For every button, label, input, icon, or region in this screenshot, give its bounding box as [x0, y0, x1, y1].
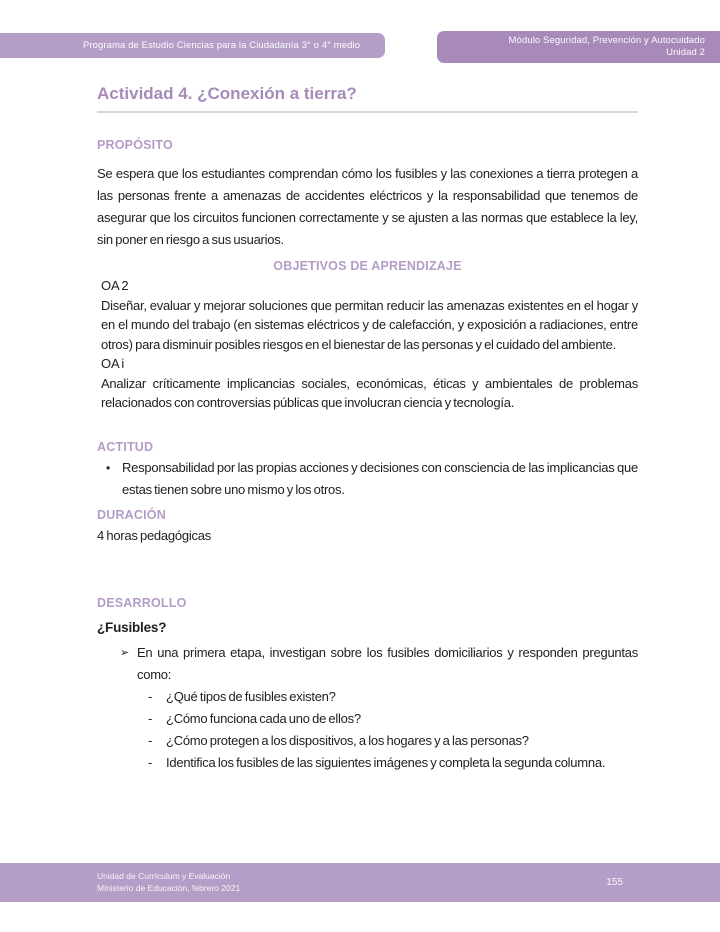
actitud-bullet-text: Responsabilidad por las propias acciones y decisiones con consciencia de las implicancias que estas tienen sobre uno mismo y los otros. — [122, 459, 638, 497]
section-heading-objetivos: OBJETIVOS DE APRENDIZAJE — [273, 259, 462, 273]
header-program-label: Programa de Estudio Ciencias para la Ciudadanía 3° o 4° medio — [82, 40, 361, 51]
objetivos-block — [97, 276, 638, 413]
list-item-text: ¿Cómo funciona cada uno de ellos? — [166, 710, 361, 726]
page-title: Actividad 4. ¿Conexión a tierra? — [97, 84, 638, 113]
list-item — [97, 708, 638, 730]
list-item-text: Identifica los fusibles de las siguientes imágenes y completa la segunda columna. — [166, 754, 606, 770]
footer-bar — [0, 863, 720, 902]
oa-text-2: Analizar críticamente implicancias sociales, económicas, éticas y ambientales de problemas relacionados con controversias públicas que involucran ciencia y tecnología. — [101, 375, 638, 410]
section-heading-duracion: DURACIÓN — [97, 507, 166, 522]
list-item — [97, 730, 638, 752]
desarrollo-arrow-text: En una primera etapa, investigan sobre los fusibles domiciliarios y responden preguntas como: — [137, 644, 638, 682]
section-heading-proposito: PROPÓSITO — [97, 138, 173, 152]
footer-line2: Ministerio de Educación, febrero 2021 — [97, 882, 241, 893]
list-item-text: ¿Cómo protegen a los dispositivos, a los hogares y a las personas? — [166, 732, 529, 748]
oa-text-1: Diseñar, evaluar y mejorar soluciones que permitan reducir las amenazas existentes en el hogar y en el mundo del trabajo (en sistemas eléctricos y de calefacción, y exposición a radiaciones, entre otros) para disminuir posibles riesgos en el bienestar de las personas y el cuidado del ambiente. — [101, 297, 638, 352]
desarrollo-arrow-item — [97, 642, 638, 686]
oa-code-2: OA i — [101, 356, 125, 371]
list-item-text: ¿Qué tipos de fusibles existen? — [166, 688, 336, 704]
desarrollo-subheading: ¿Fusibles? — [97, 619, 167, 635]
proposito-body: Se espera que los estudiantes comprendan cómo los fusibles y las conexiones a tierra protegen a las personas frente a amenazas de accidentes eléctricos y la responsabilidad que tenemos de asegurar que los circuitos funcionen correctamente y se ajusten a las normas que establece la ley, sin poner en riesgo a sus usuarios. — [97, 166, 638, 247]
bullet-icon: • — [106, 460, 111, 475]
list-item — [97, 752, 638, 774]
dash-bullet-icon: - — [148, 710, 153, 726]
footer-line1: Unidad de Currículum y Evaluación — [97, 871, 231, 881]
section-heading-actitud: ACTITUD — [97, 439, 154, 454]
list-item — [97, 686, 638, 708]
oa-code-1: OA 2 — [101, 278, 129, 293]
actitud-bullet-item — [97, 457, 638, 501]
duracion-body: 4 horas pedagógicas — [97, 527, 211, 543]
dash-bullet-icon: - — [148, 732, 153, 748]
dash-bullet-icon: - — [148, 754, 153, 770]
page-number: 155 — [606, 877, 623, 888]
header-unit-label: Unidad 2 — [666, 47, 705, 58]
content-column — [97, 0, 638, 774]
footer-credits — [0, 871, 606, 894]
header-module-label: Módulo Seguridad, Prevención y Autocuidado — [508, 34, 705, 46]
dash-bullet-icon: - — [148, 688, 153, 704]
arrow-bullet-icon: ➢ — [120, 646, 130, 659]
section-heading-desarrollo: DESARROLLO — [97, 595, 187, 610]
